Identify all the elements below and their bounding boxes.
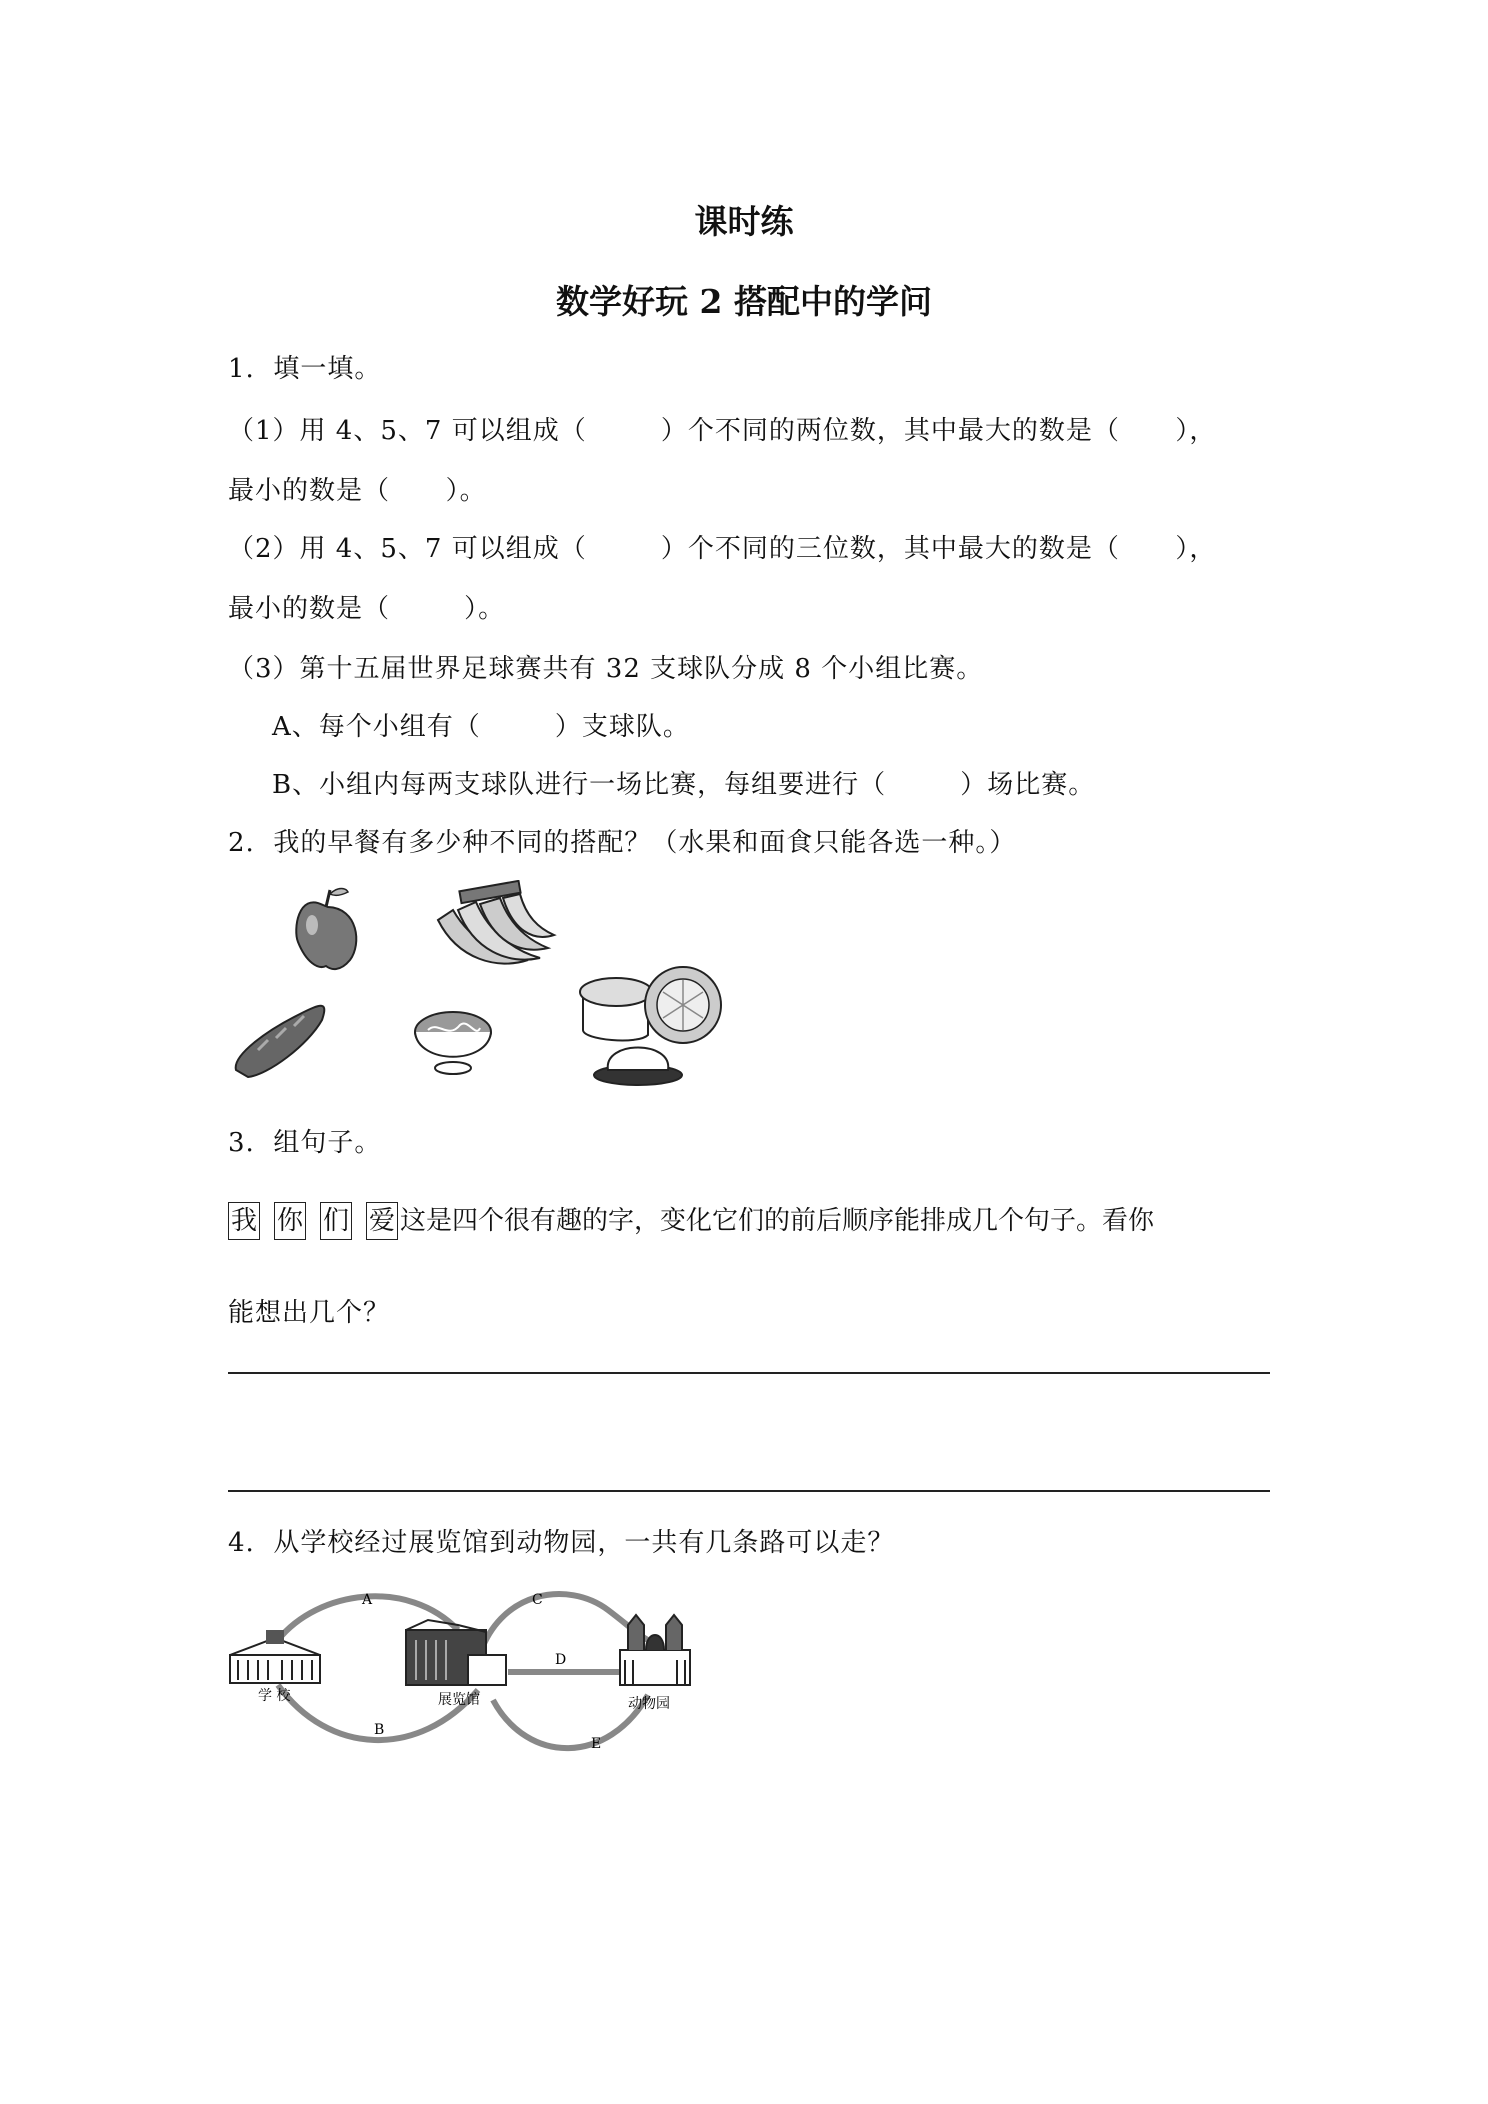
noodle-bowl-icon bbox=[415, 1012, 491, 1074]
page-subtitle: 数学好玩 2 搭配中的学问 bbox=[556, 282, 932, 321]
answer-line-1 bbox=[228, 1372, 1270, 1374]
char-box-3: 们 bbox=[320, 1202, 352, 1240]
q3-sentence-part1: 这是四个很有趣的字，变化它们的前后顺序能排成几个句子。看你 bbox=[400, 1206, 1155, 1236]
route-d-label: D bbox=[555, 1652, 567, 1668]
route-e-label: E bbox=[591, 1736, 602, 1752]
route-c-label: C bbox=[532, 1592, 543, 1608]
school-building-icon bbox=[230, 1630, 320, 1683]
q2-heading: 2. 我的早餐有多少种不同的搭配？（水果和面食只能各选一种。） bbox=[228, 828, 1017, 858]
route-e-path bbox=[493, 1695, 648, 1748]
hall-label: 展览馆 bbox=[438, 1692, 480, 1708]
zoo-label: 动物园 bbox=[628, 1696, 670, 1712]
steamed-bun-icon bbox=[580, 967, 721, 1085]
q3-sentence-row bbox=[228, 1200, 1154, 1240]
q1-part3-b: B、小组内每两支球队进行一场比赛，每组要进行（ ）场比赛。 bbox=[272, 770, 1096, 800]
route-b-label: B bbox=[374, 1722, 385, 1738]
q1-part2-line2: 最小的数是（ ）。 bbox=[228, 594, 506, 624]
char-box-1: 我 bbox=[228, 1202, 260, 1240]
q1-heading: 1. 填一填。 bbox=[228, 354, 382, 384]
banana-icon bbox=[438, 881, 554, 964]
page-title: 课时练 bbox=[694, 202, 794, 241]
zoo-gate-icon bbox=[620, 1615, 690, 1685]
q3-heading: 3. 组句子。 bbox=[228, 1128, 382, 1158]
apple-icon bbox=[296, 889, 356, 970]
route-a-label: A bbox=[362, 1592, 373, 1608]
q1-part3: （3）第十五届世界足球赛共有 32 支球队分成 8 个小组比赛。 bbox=[228, 654, 984, 684]
bread-icon bbox=[236, 1006, 325, 1077]
breakfast-illustrations bbox=[228, 880, 748, 1090]
q1-part1-line2: 最小的数是（ ）。 bbox=[228, 476, 487, 506]
q3-sentence-part2: 能想出几个？ bbox=[228, 1298, 391, 1328]
q4-heading: 4. 从学校经过展览馆到动物园，一共有几条路可以走？ bbox=[228, 1528, 895, 1558]
route-map bbox=[228, 1580, 728, 1770]
q1-part2-line1: （2）用 4、5、7 可以组成（ ）个不同的三位数，其中最大的数是（ ）， bbox=[228, 534, 1217, 564]
school-label: 学 校 bbox=[258, 1688, 291, 1704]
q1-part3-a: A、每个小组有（ ）支球队。 bbox=[272, 712, 690, 742]
char-box-4: 爱 bbox=[366, 1202, 398, 1240]
answer-line-2 bbox=[228, 1490, 1270, 1492]
q1-part1-line1: （1）用 4、5、7 可以组成（ ）个不同的两位数，其中最大的数是（ ）， bbox=[228, 416, 1217, 446]
char-box-2: 你 bbox=[274, 1202, 306, 1240]
